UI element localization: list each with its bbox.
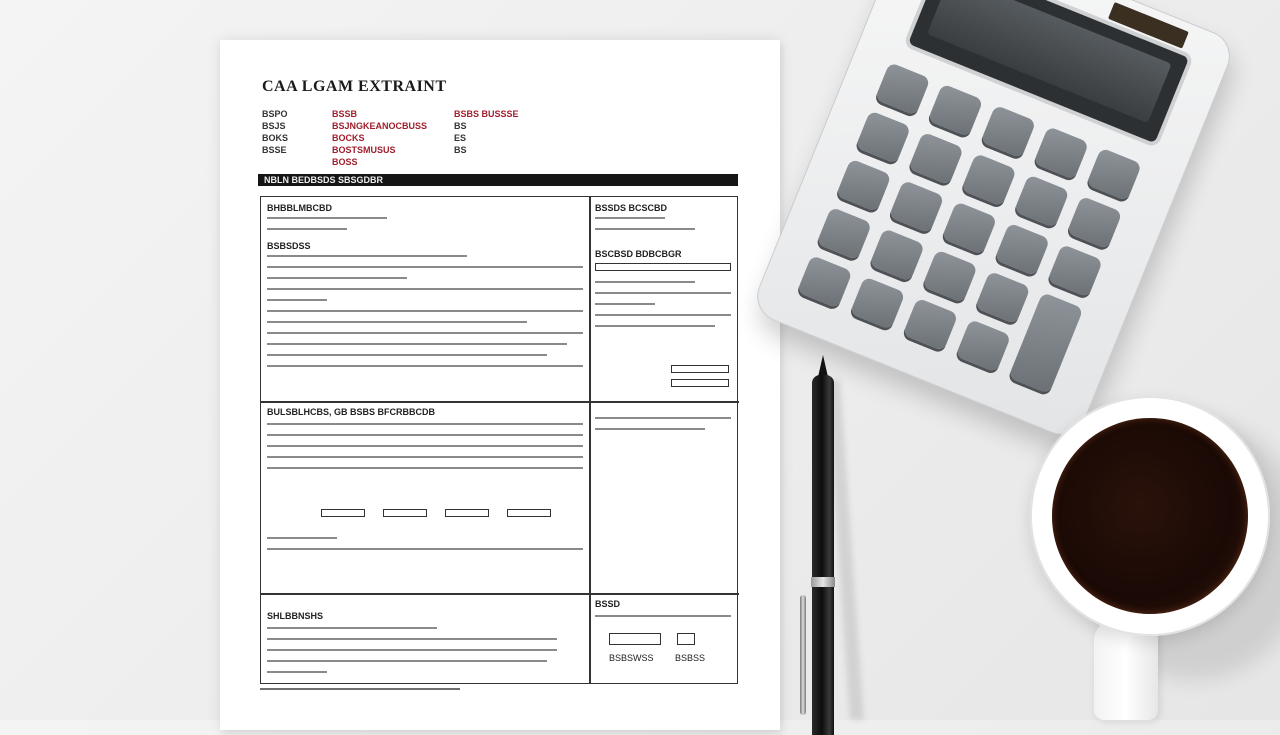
- input-box: [671, 365, 729, 373]
- header-column-2: [332, 108, 427, 168]
- calculator-key: [908, 132, 964, 186]
- text-lines: [267, 423, 583, 478]
- calculator-key: [903, 298, 959, 352]
- header-label: BS: [454, 145, 467, 155]
- section-heading-right-2: BSCBSD BDBCBGR: [595, 249, 682, 259]
- input-box: [671, 379, 729, 387]
- calculator-key: [855, 110, 911, 164]
- pen-ring: [811, 577, 835, 587]
- form-document: [220, 40, 780, 730]
- input-box: [445, 509, 489, 517]
- header-label: BOSTSMUSUS: [332, 145, 396, 155]
- header-label: BOCKS: [332, 133, 365, 143]
- pen-tip: [818, 355, 828, 377]
- section-heading-bottom-right: BSSD: [595, 599, 621, 609]
- header-label: BOSS: [332, 157, 358, 167]
- calculator-key: [1047, 244, 1103, 298]
- input-box: [507, 509, 551, 517]
- field-label: BSBSS: [675, 653, 706, 663]
- calculator-key: [980, 105, 1036, 159]
- pen-clip: [800, 595, 806, 715]
- header-label: BS: [454, 121, 467, 131]
- calculator-key: [875, 62, 931, 116]
- form-grid: [260, 196, 738, 684]
- text-lines: [595, 417, 731, 439]
- document-title: CAA LGAM EXTRAINT: [262, 78, 447, 95]
- section-heading-bottom-left: SHLBBNSHS: [267, 611, 324, 621]
- section-heading-left-1: BHBBLMBCBD: [267, 203, 332, 213]
- text-lines: [595, 217, 731, 239]
- calculator-key: [955, 319, 1011, 373]
- text-lines: [267, 217, 567, 239]
- section-heading-middle: BULSBLHCBS, GB BSBS BFCRBBCDB: [267, 407, 435, 417]
- section-heading-right-1: BSSDS BCSCBD: [595, 203, 668, 213]
- calculator-key: [994, 223, 1050, 277]
- section-bar: NBLN BEDBSDS SBSGDBR: [258, 174, 738, 186]
- calculator-key: [869, 228, 925, 282]
- footer-text-line: [260, 688, 460, 690]
- text-lines: [267, 255, 583, 376]
- calculator-key: [1033, 126, 1089, 180]
- input-box: [595, 263, 731, 271]
- calculator-key: [1086, 148, 1142, 202]
- field-label: BSBSWSS: [609, 653, 654, 663]
- text-lines: [595, 615, 731, 626]
- calculator-key: [1067, 196, 1123, 250]
- text-lines: [267, 627, 583, 682]
- header-label: BSJS: [262, 121, 286, 131]
- coffee-surface: [1052, 418, 1248, 614]
- header-column-3: [454, 108, 519, 156]
- calculator-key: [922, 249, 978, 303]
- calculator-key: [816, 207, 872, 261]
- checkbox-box: [677, 633, 695, 645]
- input-box: [321, 509, 365, 517]
- pen-body: [812, 375, 834, 735]
- input-box: [383, 509, 427, 517]
- header-label: ES: [454, 133, 467, 143]
- header-label: BSBS BUSSSE: [454, 109, 519, 119]
- calculator-key: [961, 153, 1017, 207]
- header-label: BSJNGKEANOCBUSS: [332, 121, 428, 131]
- calculator-key: [928, 83, 984, 137]
- calculator-key: [836, 159, 892, 213]
- calculator-key: [942, 201, 998, 255]
- header-label: BSSB: [332, 109, 358, 119]
- text-lines: [267, 537, 583, 559]
- text-lines: [595, 281, 731, 336]
- header-label: BSSE: [262, 145, 287, 155]
- column-divider: [589, 197, 591, 683]
- header-label: BSPO: [262, 109, 288, 119]
- header-column-1: [262, 108, 288, 156]
- row-divider: [261, 593, 739, 595]
- row-divider: [261, 401, 739, 403]
- section-heading-left-2: BSBSDSS: [267, 241, 311, 251]
- pen-icon: [806, 355, 840, 735]
- calculator-key: [797, 255, 853, 309]
- calculator-key: [1014, 174, 1070, 228]
- calculator-key: [850, 276, 906, 330]
- calculator-key: [889, 180, 945, 234]
- calculator-key: [975, 271, 1031, 325]
- input-box: [609, 633, 661, 645]
- header-label: BOKS: [262, 133, 289, 143]
